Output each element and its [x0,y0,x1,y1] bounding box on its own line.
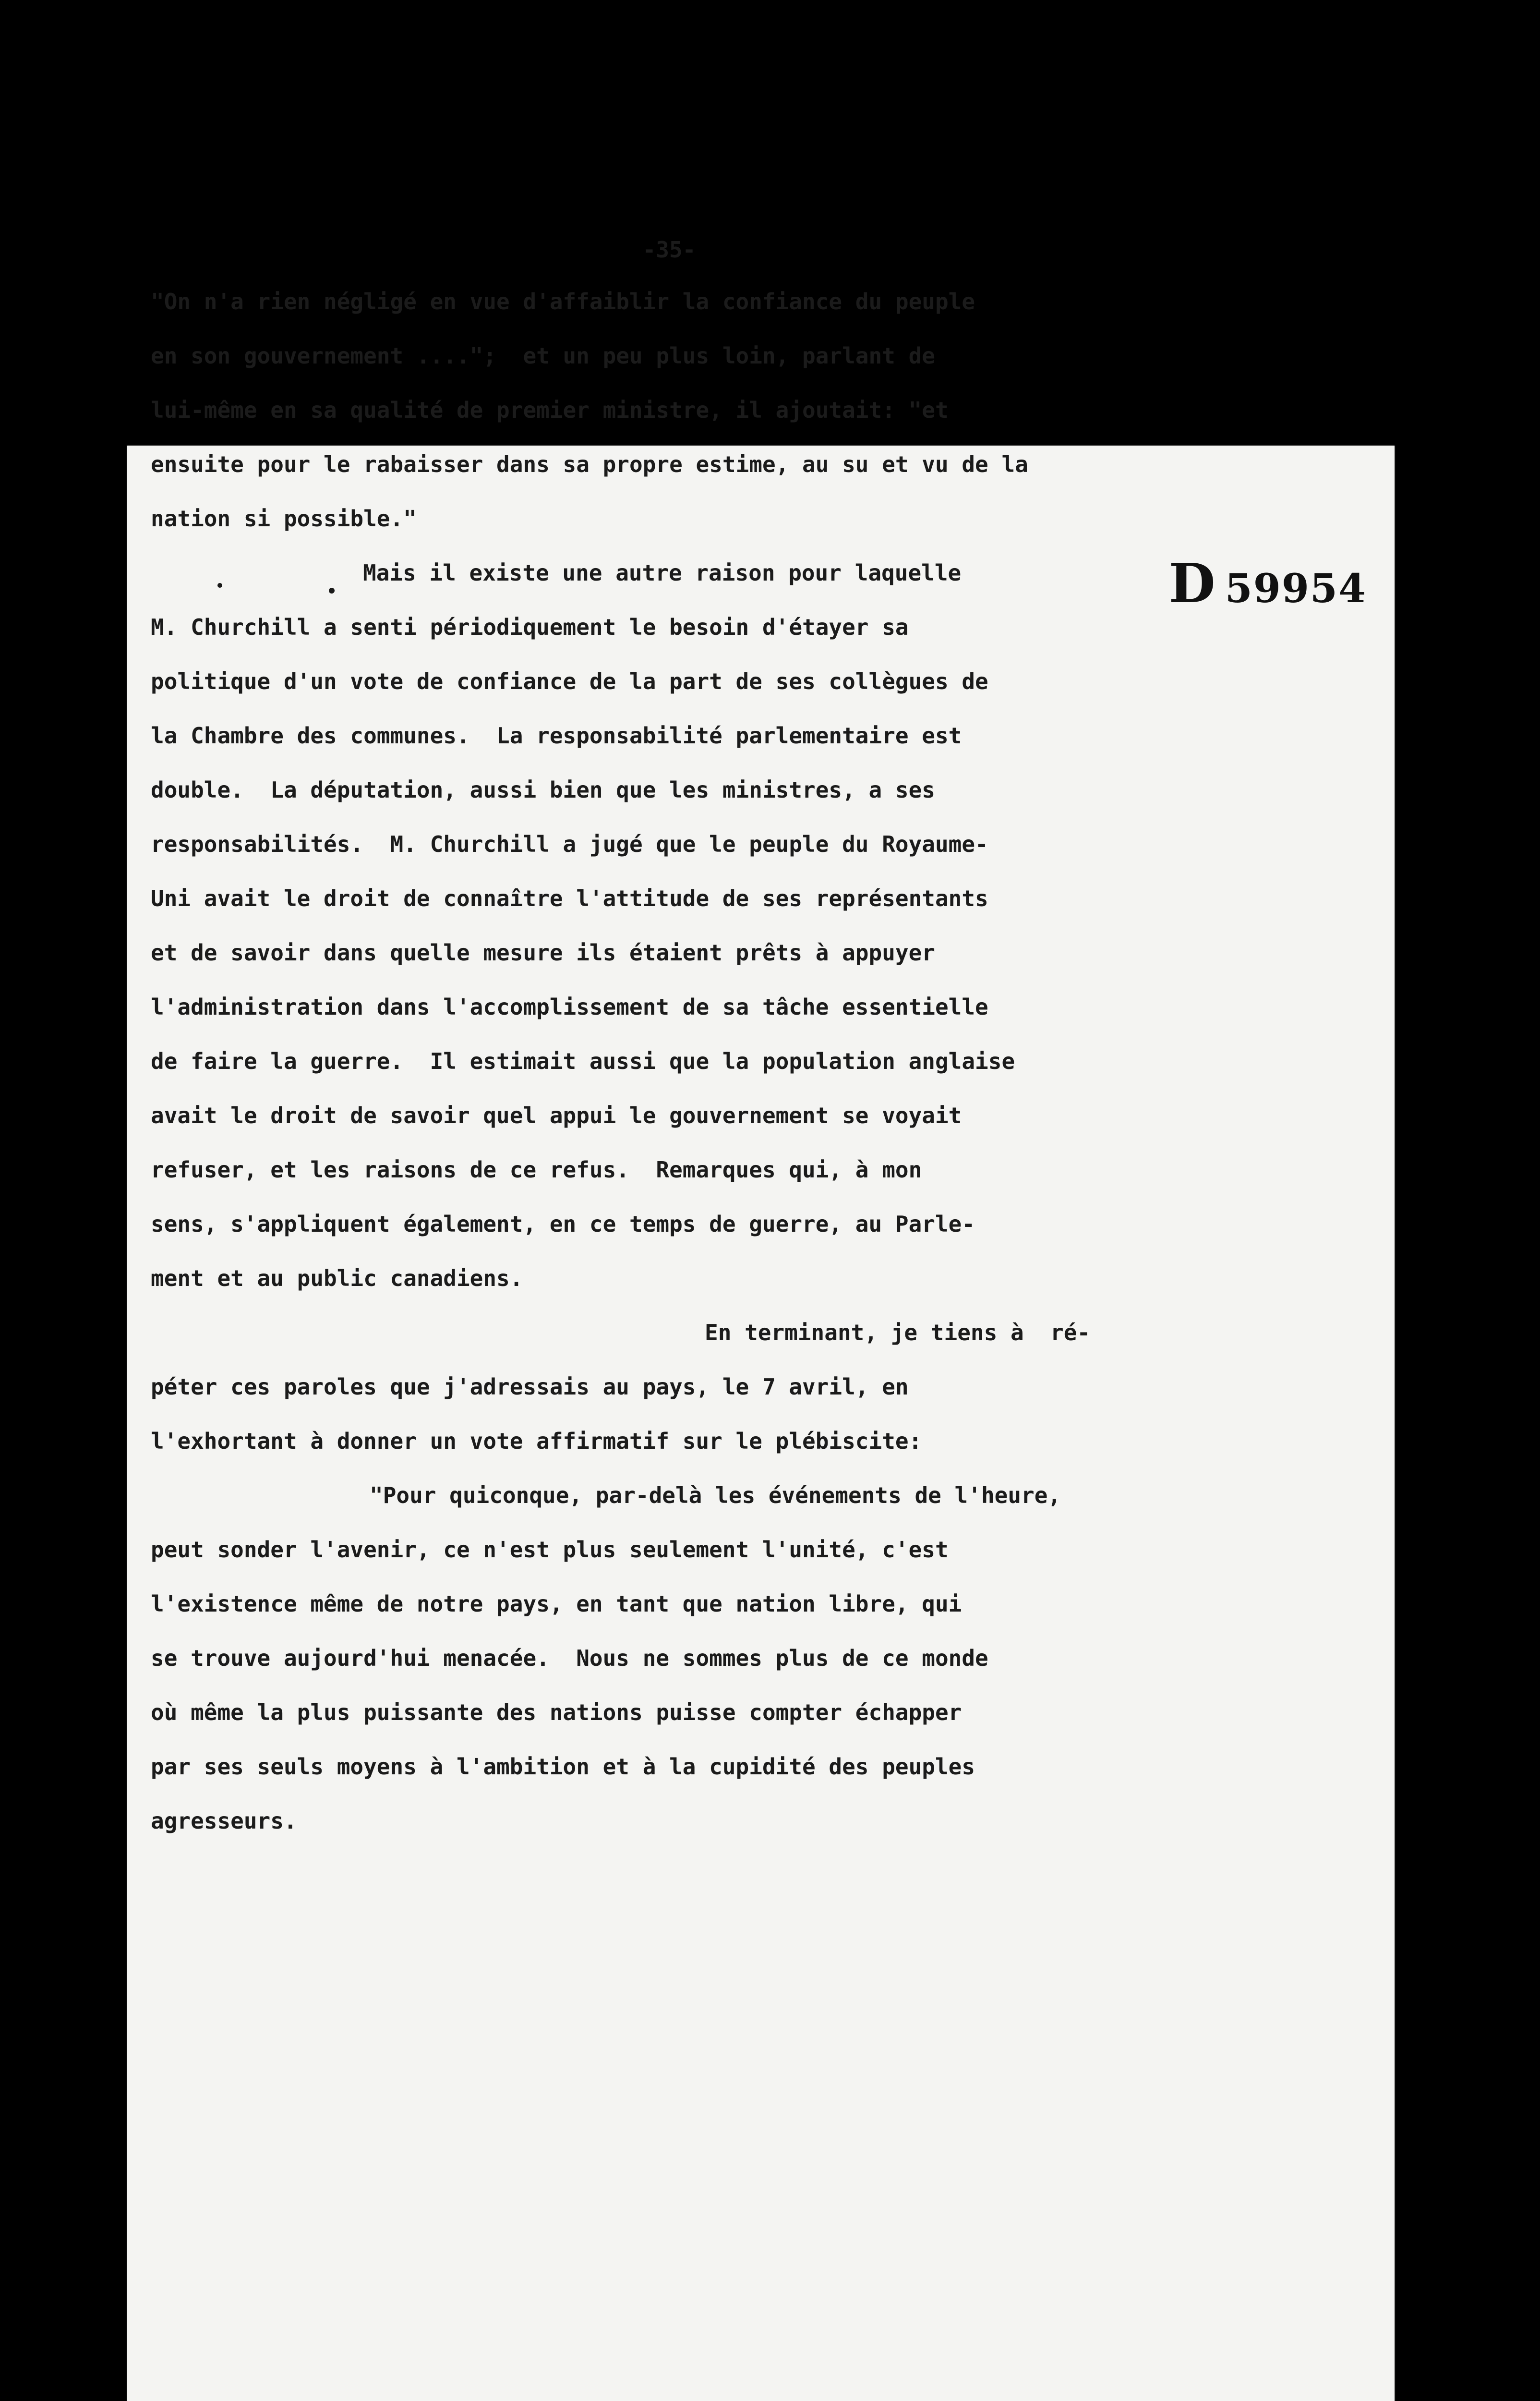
text-line: avait le droit de savoir quel appui le gouvernement se voyait [151,1103,962,1128]
text-line: Mais il existe une autre raison pour laquelle [363,560,962,586]
stamp-number: 59954 [1225,566,1367,612]
text-line: par ses seuls moyens à l'ambition et à la cupidité des peuples [151,1754,975,1780]
text-line: peut sonder l'avenir, ce n'est plus seulement l'unité, c'est [151,1537,949,1563]
text-line: péter ces paroles que j'adressais au pays, le 7 avril, en [151,1374,909,1400]
text-line: "On n'a rien négligé en vue d'affaiblir la confiance du peuple [151,289,975,315]
typed-text [151,235,1240,1848]
text-line: Uni avait le droit de connaître l'attitude de ses représentants [151,885,988,911]
text-line: responsabilités. M. Churchill a jugé que le peuple du Royaume- [151,831,988,857]
text-line: ment et au public canadiens. [151,1265,523,1291]
text-line: où même la plus puissante des nations puisse compter échapper [151,1699,962,1725]
text-line: se trouve aujourd'hui menacée. Nous ne sommes plus de ce monde [151,1645,988,1671]
text-line: l'exhortant à donner un vote affirmatif sur le plébiscite: [151,1428,922,1454]
text-line: En terminant, je tiens à ré- [705,1320,1091,1346]
text-line: l'existence même de notre pays, en tant que nation libre, qui [151,1591,962,1617]
page-number: -35- [642,237,696,263]
text-line: politique d'un vote de confiance de la part de ses collègues de [151,668,988,694]
stamp-letter: D [1168,552,1215,615]
text-line: sens, s'appliquent également, en ce temps de guerre, au Parle- [151,1211,975,1237]
text-line: ensuite pour le rabaisser dans sa propre estime, au su et vu de la [151,451,1028,477]
text-line: refuser, et les raisons de ce refus. Remarques qui, à mon [151,1157,922,1183]
text-line: en son gouvernement ...."; et un peu plus loin, parlant de [151,343,935,369]
text-line: double. La députation, aussi bien que les ministres, a ses [151,777,935,803]
text-line: la Chambre des communes. La responsabilité parlementaire est [151,723,962,749]
text-line: l'administration dans l'accomplissement de sa tâche essentielle [151,994,988,1020]
text-line: de faire la guerre. Il estimait aussi que la population anglaise [151,1048,1015,1074]
text-line: nation si possible." [151,506,417,532]
text-line: "Pour quiconque, par-delà les événements de l'heure, [370,1482,1061,1508]
text-line: M. Churchill a senti périodiquement le besoin d'étayer sa [151,614,909,640]
text-line: lui-même en sa qualité de premier ministre, il ajoutait: "et [151,397,949,423]
text-line: agresseurs. [151,1808,297,1834]
text-line: et de savoir dans quelle mesure ils étaient prêts à appuyer [151,940,935,966]
